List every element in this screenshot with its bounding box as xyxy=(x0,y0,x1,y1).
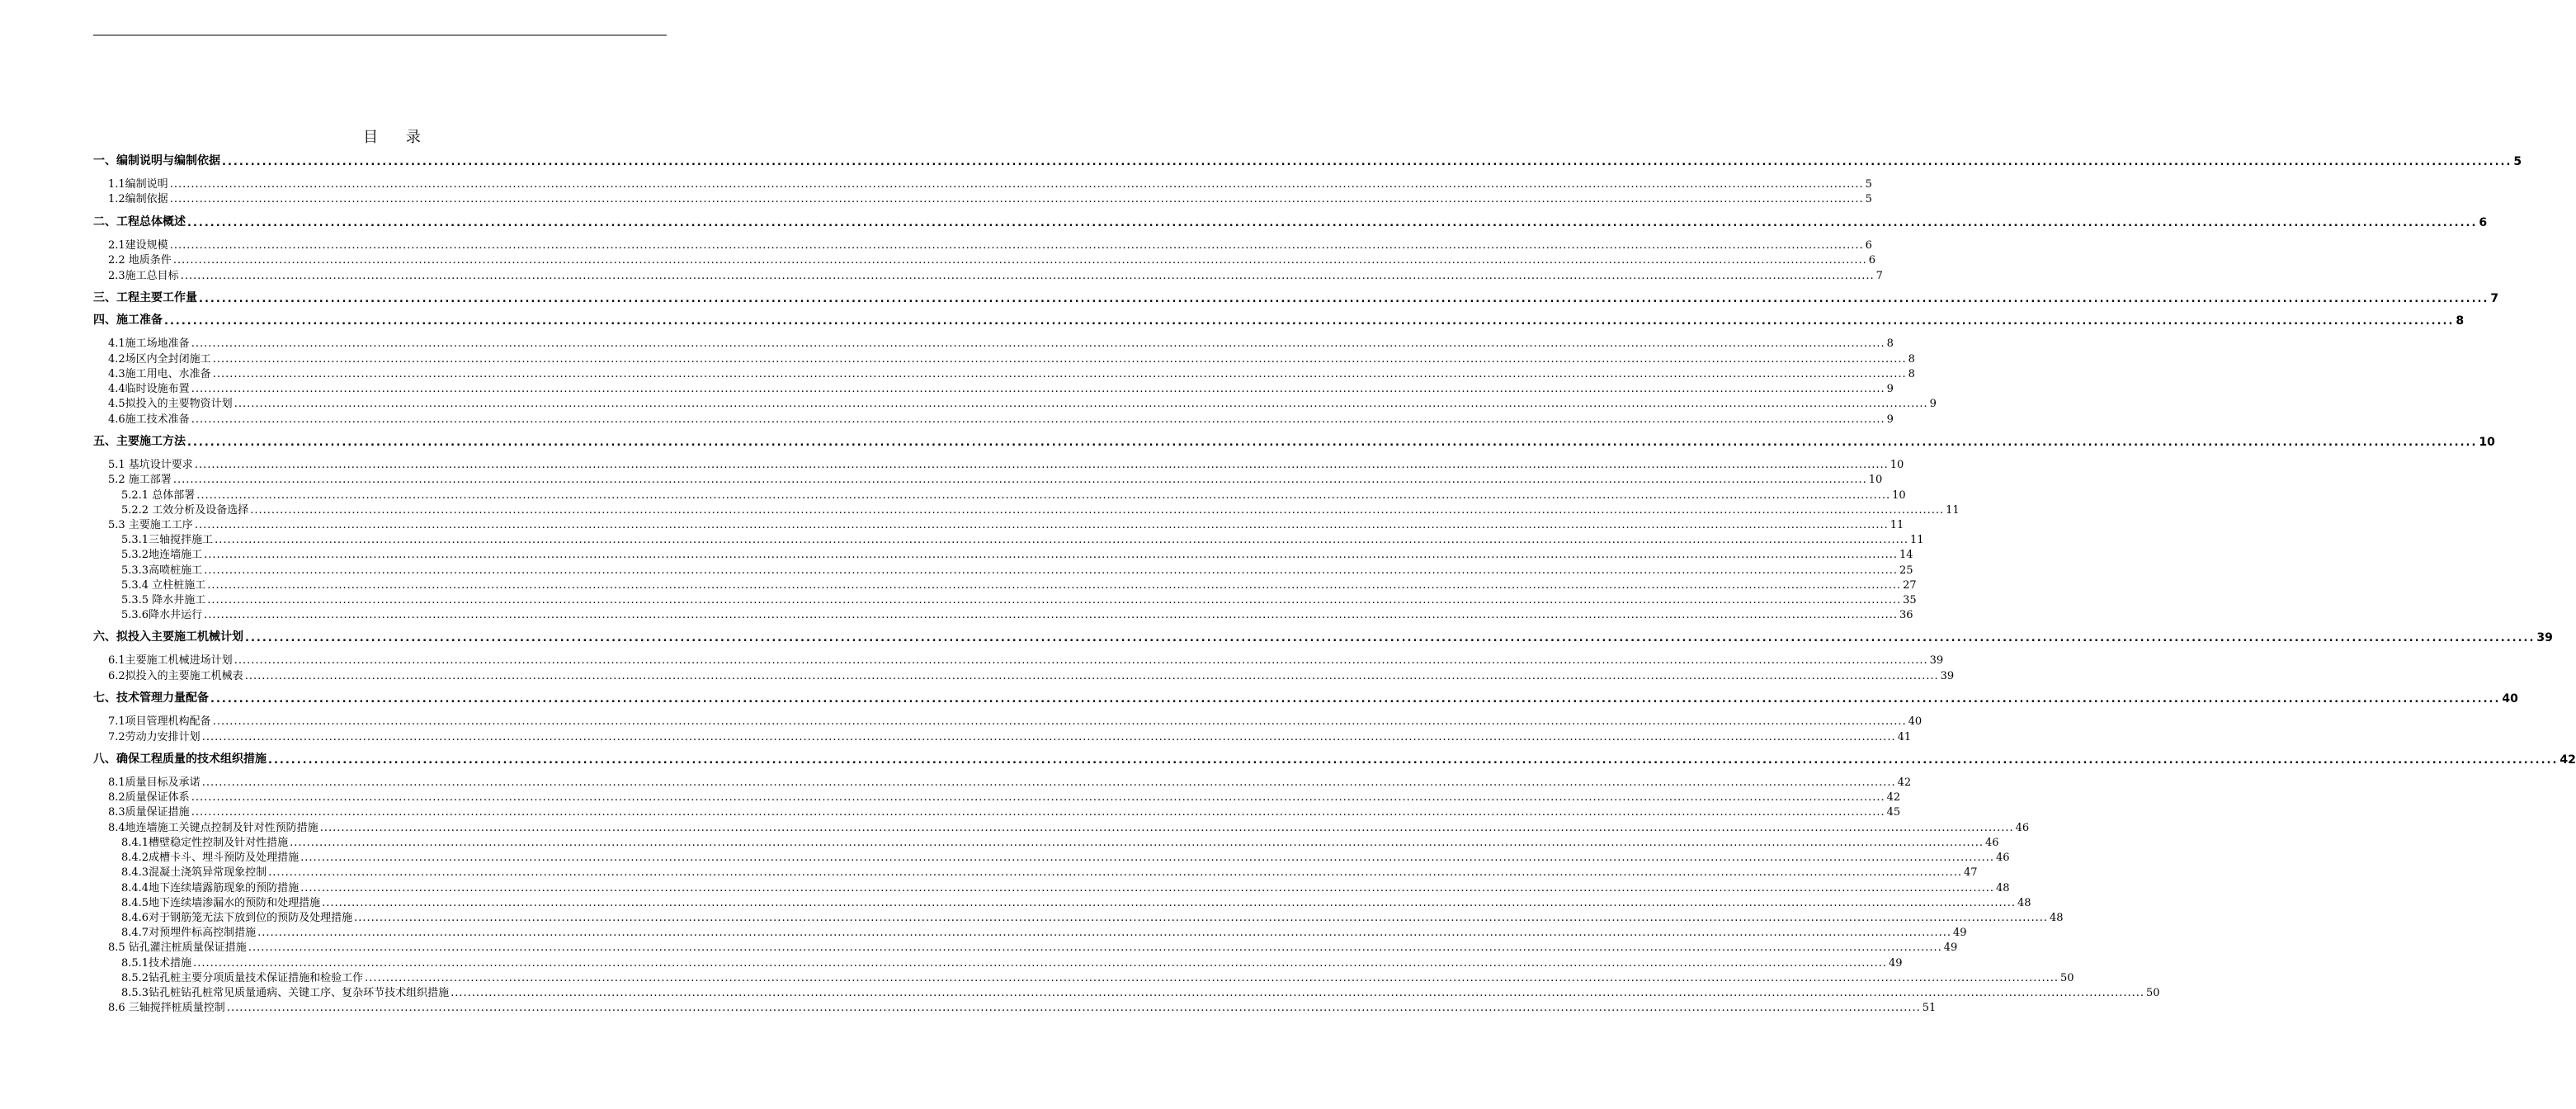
toc-entry-label: 8.4.1槽壁稳定性控制及针对性措施 xyxy=(121,837,289,849)
toc-entry-level3[interactable] xyxy=(121,488,1906,502)
toc-dot-leader: ................................................................................................................................................................................................................................................................................................................................................................................................................ xyxy=(290,837,1984,849)
toc-page-number: 49 xyxy=(1889,957,1903,970)
toc-entry-level2[interactable] xyxy=(108,776,1912,789)
toc-page-number: 46 xyxy=(1996,852,2010,864)
toc-entry-label: 7.1项目管理机构配备 xyxy=(108,715,211,728)
toc-page-number: 49 xyxy=(1953,927,1967,939)
toc-entry-label: 6.2拟投入的主要施工机械表 xyxy=(108,670,243,682)
toc-page-number: 7 xyxy=(1875,270,1883,282)
toc-dot-leader: ................................................................................................................................................................................................................................................................................................................................................................................................................ xyxy=(300,882,1995,894)
toc-entry-label: 5.3.3高喷桩施工 xyxy=(121,564,203,577)
toc-entry-label: 8.4.6对于钢筋笼无法下放到位的预防及处理措施 xyxy=(121,912,353,924)
toc-page-number: 8 xyxy=(1908,353,1915,366)
toc-dot-leader: ................................................................................................................................................................................................................................................................................................................................................................................................................ xyxy=(199,293,2489,305)
toc-page-number: 45 xyxy=(1886,806,1901,819)
toc-entry-label: 四、施工准备 xyxy=(93,314,163,327)
toc-entry-level2[interactable] xyxy=(108,790,1901,804)
toc-page-number: 50 xyxy=(2146,987,2160,999)
toc-entry-level2[interactable] xyxy=(108,367,1915,380)
toc-entry-label: 4.6施工技术准备 xyxy=(108,413,190,426)
toc-entry-level1[interactable] xyxy=(93,291,2499,305)
toc-entry-level3[interactable] xyxy=(121,564,1913,577)
toc-entry-label: 二、工程总体概述 xyxy=(93,215,186,229)
toc-dot-leader: ................................................................................................................................................................................................................................................................................................................................................................................................................ xyxy=(172,254,1867,267)
toc-entry-label: 5.1 基坑设计要求 xyxy=(108,459,193,471)
toc-page-number: 42 xyxy=(1897,776,1912,789)
toc-page-number: 25 xyxy=(1899,564,1913,577)
toc-dot-leader: ................................................................................................................................................................................................................................................................................................................................................................................................................ xyxy=(204,564,1899,577)
toc-dot-leader: ................................................................................................................................................................................................................................................................................................................................................................................................................ xyxy=(257,927,1952,939)
toc-dot-leader: ................................................................................................................................................................................................................................................................................................................................................................................................................ xyxy=(191,337,1885,350)
toc-dot-leader: ................................................................................................................................................................................................................................................................................................................................................................................................................ xyxy=(319,822,2014,834)
toc-entry-label: 5.2.2 工效分析及设备选择 xyxy=(121,504,249,517)
toc-dot-leader: ................................................................................................................................................................................................................................................................................................................................................................................................................ xyxy=(194,459,1889,471)
toc-entry-level2[interactable] xyxy=(108,177,1872,191)
toc-entry-label: 5.2.1 总体部署 xyxy=(121,489,196,502)
toc-page-number: 11 xyxy=(1910,534,1924,546)
toc-title: 目 录 xyxy=(363,129,432,146)
toc-entry-label: 三、工程主要工作量 xyxy=(93,291,197,304)
toc-entry-label: 4.2场区内全封闭施工 xyxy=(108,353,211,366)
toc-entry-label: 5.2 施工部署 xyxy=(108,474,172,486)
toc-dot-leader: ................................................................................................................................................................................................................................................................................................................................................................................................................ xyxy=(234,654,1928,667)
toc-entry-label: 5.3 主要施工工序 xyxy=(108,519,193,531)
toc-entry-level2[interactable] xyxy=(108,715,1923,728)
toc-entry-level3[interactable] xyxy=(121,578,1917,592)
toc-entry-level3[interactable] xyxy=(121,866,1978,879)
toc-entry-level3[interactable] xyxy=(121,836,1999,849)
toc-dot-leader: ................................................................................................................................................................................................................................................................................................................................................................................................................ xyxy=(194,519,1889,531)
toc-page-number: 48 xyxy=(2017,897,2031,909)
toc-entry-level3[interactable] xyxy=(121,851,2010,864)
toc-dot-leader: ................................................................................................................................................................................................................................................................................................................................................................................................................ xyxy=(365,972,2059,984)
toc-entry-label: 2.3施工总目标 xyxy=(108,270,179,282)
toc-entry-label: 7.2劳动力安排计划 xyxy=(108,731,201,743)
toc-entry-level2[interactable] xyxy=(108,238,1872,252)
toc-entry-level2[interactable] xyxy=(108,669,1955,682)
toc-page-number: 36 xyxy=(1899,609,1913,621)
toc-dot-leader: ................................................................................................................................................................................................................................................................................................................................................................................................................ xyxy=(322,897,2017,909)
toc-dot-leader: ................................................................................................................................................................................................................................................................................................................................................................................................................ xyxy=(204,609,1899,621)
toc-entry-level3[interactable] xyxy=(121,593,1917,606)
toc-dot-leader: ................................................................................................................................................................................................................................................................................................................................................................................................................ xyxy=(250,504,1945,517)
toc-entry-label: 8.4.4地下连续墙露筋现象的预防措施 xyxy=(121,882,300,894)
toc-page-number: 41 xyxy=(1897,731,1912,743)
toc-page-number: 5 xyxy=(1865,193,1872,205)
toc-entry-label: 8.2质量保证体系 xyxy=(108,791,190,804)
toc-entry-level3[interactable] xyxy=(121,503,1960,517)
toc-page-number: 46 xyxy=(1985,837,1999,849)
toc-dot-leader: ................................................................................................................................................................................................................................................................................................................................................................................................................ xyxy=(207,579,1902,592)
toc-entry-label: 8.4.7对预埋件标高控制措施 xyxy=(121,927,257,939)
toc-entry-label: 一、编制说明与编制依据 xyxy=(93,154,220,168)
toc-dot-leader: ................................................................................................................................................................................................................................................................................................................................................................................................................ xyxy=(245,632,2536,644)
toc-entry-level3[interactable] xyxy=(121,911,2064,924)
toc-page-number: 48 xyxy=(1996,882,2010,894)
toc-entry-label: 4.1施工场地准备 xyxy=(108,337,190,350)
toc-entry-level2[interactable] xyxy=(108,397,1937,410)
toc-dot-leader: ................................................................................................................................................................................................................................................................................................................................................................................................................ xyxy=(300,852,1995,864)
toc-dot-leader: ................................................................................................................................................................................................................................................................................................................................................................................................................ xyxy=(201,731,1896,743)
toc-entry-label: 8.5.2钻孔桩主要分项质量技术保证措施和检验工作 xyxy=(121,972,364,984)
toc-dot-leader: ................................................................................................................................................................................................................................................................................................................................................................................................................ xyxy=(215,534,1909,546)
toc-entry-level1[interactable] xyxy=(93,215,2488,229)
toc-page-number: 46 xyxy=(2015,822,2030,834)
toc-page-number: 40 xyxy=(1908,715,1923,728)
toc-page-number: 39 xyxy=(1929,654,1944,667)
toc-entry-label: 5.3.1三轴搅拌施工 xyxy=(121,534,214,546)
toc-dot-leader: ................................................................................................................................................................................................................................................................................................................................................................................................................ xyxy=(191,383,1885,395)
toc-page-number: 47 xyxy=(1964,866,1978,879)
toc-page-number: 6 xyxy=(1868,254,1876,267)
toc-dot-leader: ................................................................................................................................................................................................................................................................................................................................................................................................................ xyxy=(354,912,2049,924)
toc-dot-leader: ................................................................................................................................................................................................................................................................................................................................................................................................................ xyxy=(191,413,1885,426)
toc-page-number: 35 xyxy=(1903,594,1917,606)
toc-page-number: 9 xyxy=(1886,413,1894,426)
toc-dot-leader: ................................................................................................................................................................................................................................................................................................................................................................................................................ xyxy=(169,193,1864,205)
toc-entry-level3[interactable] xyxy=(121,971,2074,984)
toc-entry-label: 8.4.5地下连续墙渗漏水的预防和处理措施 xyxy=(121,897,321,909)
toc-dot-leader: ................................................................................................................................................................................................................................................................................................................................................................................................................ xyxy=(191,806,1885,819)
toc-entry-level2[interactable] xyxy=(108,473,1883,486)
toc-entry-level3[interactable] xyxy=(121,986,2160,999)
toc-entry-level3[interactable] xyxy=(121,956,1903,970)
toc-entry-level2[interactable] xyxy=(108,821,2030,834)
toc-dot-leader: ................................................................................................................................................................................................................................................................................................................................................................................................................ xyxy=(451,987,2145,999)
toc-entry-level2[interactable] xyxy=(108,413,1894,426)
toc-page-number: 10 xyxy=(1868,474,1883,486)
toc-dot-leader: ................................................................................................................................................................................................................................................................................................................................................................................................................ xyxy=(172,474,1867,486)
toc-entry-level2[interactable] xyxy=(108,941,1958,954)
toc-entry-label: 5.3.4 立柱桩施工 xyxy=(121,579,206,592)
toc-page-number: 6 xyxy=(2479,216,2488,229)
toc-page-number: 8 xyxy=(2456,314,2465,328)
toc-entry-label: 六、拟投入主要施工机械计划 xyxy=(93,630,243,644)
toc-entry-label: 8.6 三轴搅拌桩质量控制 xyxy=(108,1002,225,1014)
toc-dot-leader: ................................................................................................................................................................................................................................................................................................................................................................................................................ xyxy=(169,178,1864,191)
toc-entry-level3[interactable] xyxy=(121,881,2010,894)
toc-dot-leader: ................................................................................................................................................................................................................................................................................................................................................................................................................ xyxy=(180,270,1875,282)
toc-entry-label: 八、确保工程质量的技术组织措施 xyxy=(93,753,267,766)
toc-entry-label: 8.3质量保证措施 xyxy=(108,806,190,819)
toc-entry-level1[interactable] xyxy=(93,691,2518,706)
toc-entry-level3[interactable] xyxy=(121,608,1913,621)
toc-dot-leader: ................................................................................................................................................................................................................................................................................................................................................................................................................ xyxy=(169,239,1864,252)
toc-dot-leader: ................................................................................................................................................................................................................................................................................................................................................................................................................ xyxy=(212,715,1907,728)
toc-dot-leader: ................................................................................................................................................................................................................................................................................................................................................................................................................ xyxy=(222,156,2512,168)
toc-page-number: 39 xyxy=(1940,670,1955,682)
toc-entry-label: 8.4.3混凝土浇筑异常现象控制 xyxy=(121,866,267,879)
toc-dot-leader: ................................................................................................................................................................................................................................................................................................................................................................................................................ xyxy=(191,791,1885,804)
toc-entry-level2[interactable] xyxy=(108,458,1904,471)
toc-entry-level2[interactable] xyxy=(108,730,1912,743)
toc-entry-label: 8.4.2成槽卡斗、埋斗预防及处理措施 xyxy=(121,852,300,864)
toc-dot-leader: ................................................................................................................................................................................................................................................................................................................................................................................................................ xyxy=(193,957,1888,970)
toc-page-number: 49 xyxy=(1943,941,1958,954)
toc-dot-leader: ................................................................................................................................................................................................................................................................................................................................................................................................................ xyxy=(207,594,1902,606)
toc-page-number: 39 xyxy=(2536,631,2553,644)
toc-entry-label: 5.3.5 降水井施工 xyxy=(121,594,206,606)
toc-entry-label: 4.5拟投入的主要物资计划 xyxy=(108,398,233,410)
toc-page-number: 6 xyxy=(1865,239,1872,252)
toc-dot-leader: ................................................................................................................................................................................................................................................................................................................................................................................................................ xyxy=(212,368,1907,380)
toc-page-number: 27 xyxy=(1903,579,1917,592)
toc-entry-label: 1.2编制依据 xyxy=(108,193,168,205)
toc-page-number: 9 xyxy=(1929,398,1937,410)
toc-entry-level2[interactable] xyxy=(108,654,1944,667)
toc-dot-leader: ................................................................................................................................................................................................................................................................................................................................................................................................................ xyxy=(248,941,1942,954)
toc-dot-leader: ................................................................................................................................................................................................................................................................................................................................................................................................................ xyxy=(187,437,2478,449)
toc-entry-level3[interactable] xyxy=(121,533,1924,546)
toc-entry-level1[interactable] xyxy=(93,314,2465,328)
toc-entry-label: 2.2 地质条件 xyxy=(108,254,172,267)
toc-entry-level3[interactable] xyxy=(121,548,1913,561)
toc-entry-label: 五、主要施工方法 xyxy=(93,435,186,448)
toc-entry-label: 4.3施工用电、水准备 xyxy=(108,368,211,380)
toc-dot-leader: ................................................................................................................................................................................................................................................................................................................................................................................................................ xyxy=(212,353,1907,366)
toc-dot-leader: ................................................................................................................................................................................................................................................................................................................................................................................................................ xyxy=(201,776,1896,789)
toc-entry-label: 1.1编制说明 xyxy=(108,178,168,191)
toc-dot-leader: ................................................................................................................................................................................................................................................................................................................................................................................................................ xyxy=(268,754,2559,767)
toc-page-number: 40 xyxy=(2502,692,2518,706)
toc-entry-label: 8.1质量目标及承诺 xyxy=(108,776,201,789)
toc-entry-level2[interactable] xyxy=(108,337,1894,350)
toc-entry-level2[interactable] xyxy=(108,805,1901,819)
toc-entry-label: 8.5.3钻孔桩钻孔桩常见质量通病、关键工序、复杂环节技术组织措施 xyxy=(121,987,450,999)
toc-entry-level1[interactable] xyxy=(93,154,2522,168)
toc-dot-leader: ................................................................................................................................................................................................................................................................................................................................................................................................................ xyxy=(234,398,1928,410)
toc-entry-level1[interactable] xyxy=(93,435,2495,449)
toc-page-number: 9 xyxy=(1886,383,1894,395)
toc-dot-leader: ................................................................................................................................................................................................................................................................................................................................................................................................................ xyxy=(244,670,1939,682)
toc-entry-level2[interactable] xyxy=(108,1001,1937,1014)
toc-dot-leader: ................................................................................................................................................................................................................................................................................................................................................................................................................ xyxy=(226,1002,1921,1014)
toc-entry-label: 4.4临时设施布置 xyxy=(108,383,190,395)
toc-entry-label: 七、技术管理力量配备 xyxy=(93,691,209,705)
toc-page-number: 11 xyxy=(1946,504,1960,517)
toc-dot-leader: ................................................................................................................................................................................................................................................................................................................................................................................................................ xyxy=(164,315,2455,328)
toc-entry-level3[interactable] xyxy=(121,926,1967,939)
toc-entry-label: 5.3.2地连墙施工 xyxy=(121,549,203,561)
toc-entry-label: 6.1主要施工机械进场计划 xyxy=(108,654,233,667)
toc-entry-level2[interactable] xyxy=(108,518,1904,531)
toc-page-number: 11 xyxy=(1890,519,1904,531)
toc-page-number: 7 xyxy=(2490,292,2499,305)
toc-entry-level2[interactable] xyxy=(108,352,1915,366)
toc-page-number: 8 xyxy=(1886,337,1894,350)
toc-page-number: 10 xyxy=(1890,459,1904,471)
toc-entry-label: 8.5.1技术措施 xyxy=(121,957,192,970)
toc-page-number: 10 xyxy=(2479,436,2495,449)
toc-dot-leader: ................................................................................................................................................................................................................................................................................................................................................................................................................ xyxy=(210,693,2501,706)
toc-page-number: 5 xyxy=(1865,178,1872,191)
toc-dot-leader: ................................................................................................................................................................................................................................................................................................................................................................................................................ xyxy=(187,217,2478,229)
toc-page-number: 8 xyxy=(1908,368,1915,380)
toc-entry-level2[interactable] xyxy=(108,253,1876,267)
toc-page-number: 5 xyxy=(2513,155,2522,168)
toc-entry-level1[interactable] xyxy=(93,630,2553,644)
toc-entry-level2[interactable] xyxy=(108,192,1872,205)
toc-dot-leader: ................................................................................................................................................................................................................................................................................................................................................................................................................ xyxy=(268,866,1963,879)
toc-entry-level1[interactable] xyxy=(93,753,2576,767)
toc-dot-leader: ................................................................................................................................................................................................................................................................................................................................................................................................................ xyxy=(196,489,1891,502)
toc-page-number: 51 xyxy=(1922,1002,1937,1014)
toc-page-number: 50 xyxy=(2060,972,2074,984)
toc-entry-level2[interactable] xyxy=(108,382,1894,395)
toc-entry-label: 8.4地连墙施工关键点控制及针对性预防措施 xyxy=(108,822,318,834)
toc-page-number: 48 xyxy=(2050,912,2064,924)
toc-page-number: 10 xyxy=(1892,489,1906,502)
toc-page-number: 42 xyxy=(2559,753,2576,767)
toc-entry-level2[interactable] xyxy=(108,269,1883,282)
toc-entry-label: 8.5 钻孔灌注桩质量保证措施 xyxy=(108,941,247,954)
toc-page-number: 42 xyxy=(1886,791,1901,804)
toc-dot-leader: ................................................................................................................................................................................................................................................................................................................................................................................................................ xyxy=(204,549,1899,561)
toc-entry-label: 2.1建设规模 xyxy=(108,239,168,252)
toc-entry-level3[interactable] xyxy=(121,896,2031,909)
toc-page-number: 14 xyxy=(1899,549,1913,561)
toc-entry-label: 5.3.6降水井运行 xyxy=(121,609,203,621)
